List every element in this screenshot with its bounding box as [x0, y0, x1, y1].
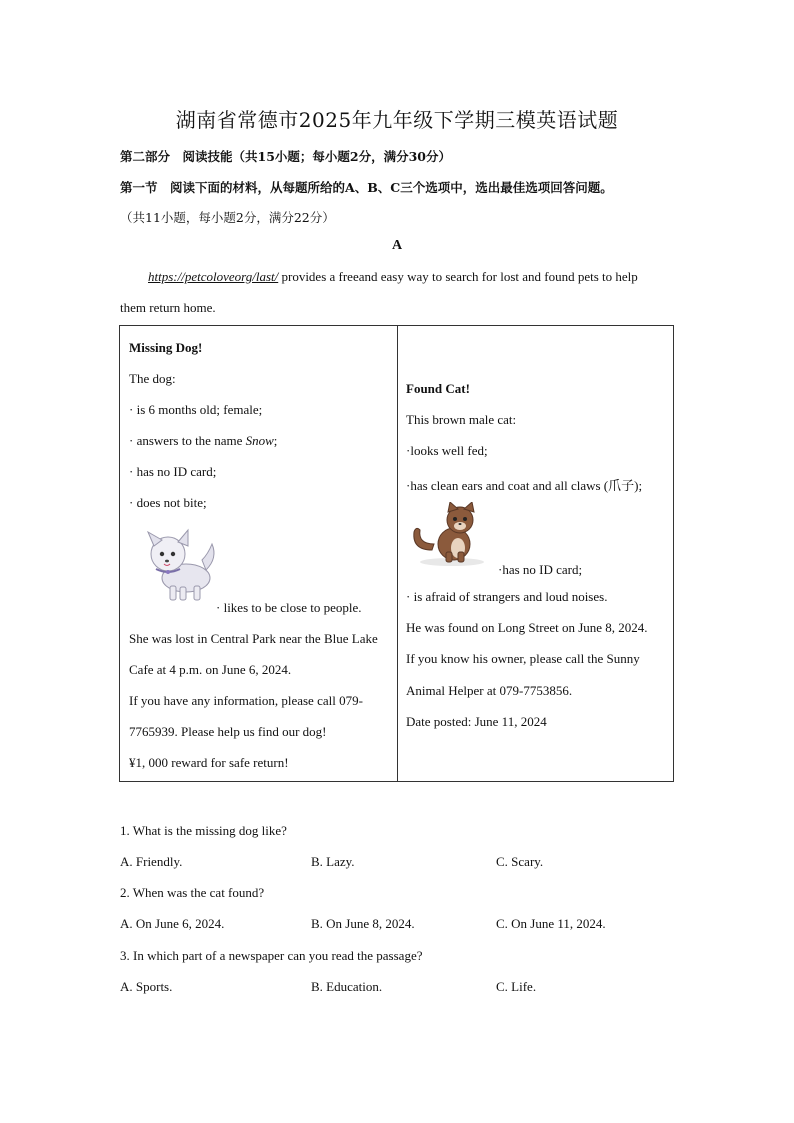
notice-table [119, 325, 674, 782]
question-2: 2. When was the cat found? [120, 885, 265, 900]
section-heading: 第一节 阅读下面的材料，从每题所给的A、B、C三个选项中，选出最佳选项回答问题。 [120, 180, 613, 195]
q1-option-c[interactable]: C. Scary. [496, 854, 544, 869]
dog-line-3 [129, 433, 277, 449]
q1-option-a[interactable]: A. Friendly. [120, 854, 183, 869]
dog-line-4: · has no ID card; [129, 464, 217, 479]
dog-line-5: · does not bite; [129, 495, 207, 510]
dog-illustration [140, 524, 220, 606]
cat-no-id: ·has no ID card; [498, 562, 583, 577]
cat-line-1: This brown male cat: [406, 412, 517, 427]
cat-owner-1: If you know his owner, please call the Sunny [406, 651, 640, 666]
cat-line-2: ·looks well fed; [406, 443, 488, 458]
dog-name: Snow [245, 433, 274, 448]
dog-name-suffix: ; [273, 433, 278, 448]
cat-found: He was found on Long Street on June 8, 2024. [406, 620, 648, 635]
cat-heading: Found Cat! [406, 381, 470, 396]
table-divider [397, 326, 398, 781]
cat-posted: Date posted: June 11, 2024 [406, 714, 547, 729]
cat-owner-2: Animal Helper at 079-7753856. [406, 683, 573, 698]
cat-line-3: ·has clean ears and coat and all claws (爪子); [406, 478, 643, 493]
website-link[interactable]: https://petcoloveorg/last/ [148, 269, 279, 284]
q1-option-b[interactable]: B. Lazy. [311, 854, 355, 869]
q3-option-c[interactable]: C. Life. [496, 979, 537, 994]
dog-info-2: 7765939. Please help us find our dog! [129, 724, 327, 739]
dog-line-1: The dog: [129, 371, 176, 386]
cat-afraid: · is afraid of strangers and loud noises. [406, 589, 608, 604]
dog-info-1: If you have any information, please call 079- [129, 693, 363, 708]
intro-text-1: provides a freeand easy way to search for lost and found pets to help [278, 269, 638, 284]
dog-line-2: · is 6 months old; female; [129, 402, 263, 417]
q3-option-a[interactable]: A. Sports. [120, 979, 173, 994]
dog-likes: · likes to be close to people. [216, 600, 362, 615]
intro-line-1 [148, 269, 638, 285]
part-heading: 第二部分 阅读技能（共15小题；每小题2分，满分30分） [120, 149, 451, 164]
q2-option-a[interactable]: A. On June 6, 2024. [120, 916, 225, 931]
section-note: （共11小题，每小题2分，满分22分） [120, 210, 335, 225]
dog-reward: ¥1, 000 reward for safe return! [129, 755, 289, 770]
q2-option-b[interactable]: B. On June 8, 2024. [311, 916, 415, 931]
page-title: 湖南省常德市2025年九年级下学期三模英语试题 [175, 108, 619, 132]
question-1: 1. What is the missing dog like? [120, 823, 287, 838]
dog-lost-1: She was lost in Central Park near the Blue Lake [129, 631, 378, 646]
q3-option-b[interactable]: B. Education. [311, 979, 383, 994]
question-3: 3. In which part of a newspaper can you read the passage? [120, 948, 423, 963]
passage-letter: A [391, 238, 403, 253]
cat-illustration [410, 502, 496, 568]
dog-lost-2: Cafe at 4 p.m. on June 6, 2024. [129, 662, 292, 677]
intro-line-2: them return home. [120, 300, 216, 315]
q2-option-c[interactable]: C. On June 11, 2024. [496, 916, 606, 931]
dog-answers-to: · answers to the name [129, 433, 246, 448]
dog-heading: Missing Dog! [129, 340, 203, 355]
